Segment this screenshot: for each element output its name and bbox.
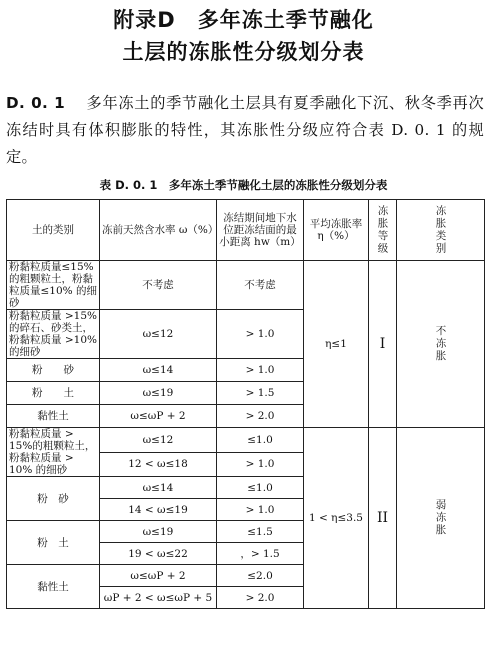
soil-cell: 粉黏粒质量 >15%的碎石、砂类土，粉黏粒质量 >10% 的细砂 [7, 310, 100, 359]
distance-cell: ≤2.0 [217, 565, 304, 587]
distance-cell: ≤1.0 [217, 477, 304, 499]
soil-cell: 粉 土 [7, 382, 100, 405]
distance-cell: > 1.0 [217, 310, 304, 359]
header-groundwater-distance: 冻结期间地下水位距冻结面的最小距离 hw（m） [217, 200, 304, 261]
distance-cell: > 2.0 [217, 587, 304, 609]
moisture-cell: ω≤12 [100, 428, 217, 453]
header-category: 冻胀类别 [397, 200, 485, 261]
heave-ratio-cell: η≤1 [304, 261, 369, 428]
distance-cell: > 2.0 [217, 405, 304, 428]
category-cell: 弱冻胀 [397, 428, 485, 609]
moisture-cell: 14 < ω≤19 [100, 499, 217, 521]
soil-cell: 黏性土 [7, 565, 100, 609]
soil-cell: 粉 砂 [7, 477, 100, 521]
table-row [7, 261, 485, 310]
clause-text: 多年冻土的季节融化土层具有夏季融化下沉、秋冬季再次冻结时具有体积膨胀的特性，其冻胀性分级应符合表 D. 0. 1 的规定。 [6, 94, 484, 166]
header-grade: 冻胀等级 [369, 200, 397, 261]
appendix-subtitle: 土层的冻胀性分级划分表 [122, 40, 365, 64]
soil-cell: 粉 砂 [7, 359, 100, 382]
heave-ratio-cell: 1 < η≤3.5 [304, 428, 369, 609]
clause-paragraph [6, 90, 484, 171]
distance-cell: > 1.0 [217, 499, 304, 521]
distance-cell: ≤1.0 [217, 428, 304, 453]
distance-cell: > 1.0 [217, 452, 304, 477]
appendix-title: 附录D 多年冻土季节融化 [113, 8, 374, 32]
frost-heave-table [6, 199, 485, 609]
distance-cell: > 1.0 [217, 359, 304, 382]
header-soil-type: 土的类别 [7, 200, 100, 261]
soil-cell: 黏性土 [7, 405, 100, 428]
moisture-cell: ω≤19 [100, 521, 217, 543]
table-row [7, 428, 485, 453]
table-caption: 表 D. 0. 1 多年冻土季节融化土层的冻胀性分级划分表 [99, 178, 388, 192]
distance-cell: ≤1.5 [217, 521, 304, 543]
header-heave-ratio: 平均冻胀率 η（%） [304, 200, 369, 261]
soil-cell: 粉 土 [7, 521, 100, 565]
moisture-cell: 12 < ω≤18 [100, 452, 217, 477]
moisture-cell: ω≤19 [100, 382, 217, 405]
moisture-cell: ω≤ωP + 2 [100, 565, 217, 587]
moisture-cell: ω≤ωP + 2 [100, 405, 217, 428]
grade-cell: II [369, 428, 397, 609]
clause-label: D. 0. 1 [6, 94, 66, 112]
distance-cell: > 1.5 [217, 382, 304, 405]
soil-cell: 粉黏粒质量 > 15%的粗颗粒土，粉黏粒质量 > 10% 的细砂 [7, 428, 100, 477]
header-moisture: 冻前天然含水率 ω（%） [100, 200, 217, 261]
table-header-row [7, 200, 485, 261]
moisture-cell: 不考虑 [100, 261, 217, 310]
moisture-cell: ω≤14 [100, 359, 217, 382]
moisture-cell: ω≤12 [100, 310, 217, 359]
distance-cell: 不考虑 [217, 261, 304, 310]
category-cell: 不冻胀 [397, 261, 485, 428]
moisture-cell: 19 < ω≤22 [100, 543, 217, 565]
moisture-cell: ωP + 2 < ω≤ωP + 5 [100, 587, 217, 609]
soil-cell: 粉黏粒质量≤15%的粗颗粒土，粉黏粒质量≤10% 的细砂 [7, 261, 100, 310]
moisture-cell: ω≤14 [100, 477, 217, 499]
distance-cell: ，> 1.5 [217, 543, 304, 565]
grade-cell: I [369, 261, 397, 428]
